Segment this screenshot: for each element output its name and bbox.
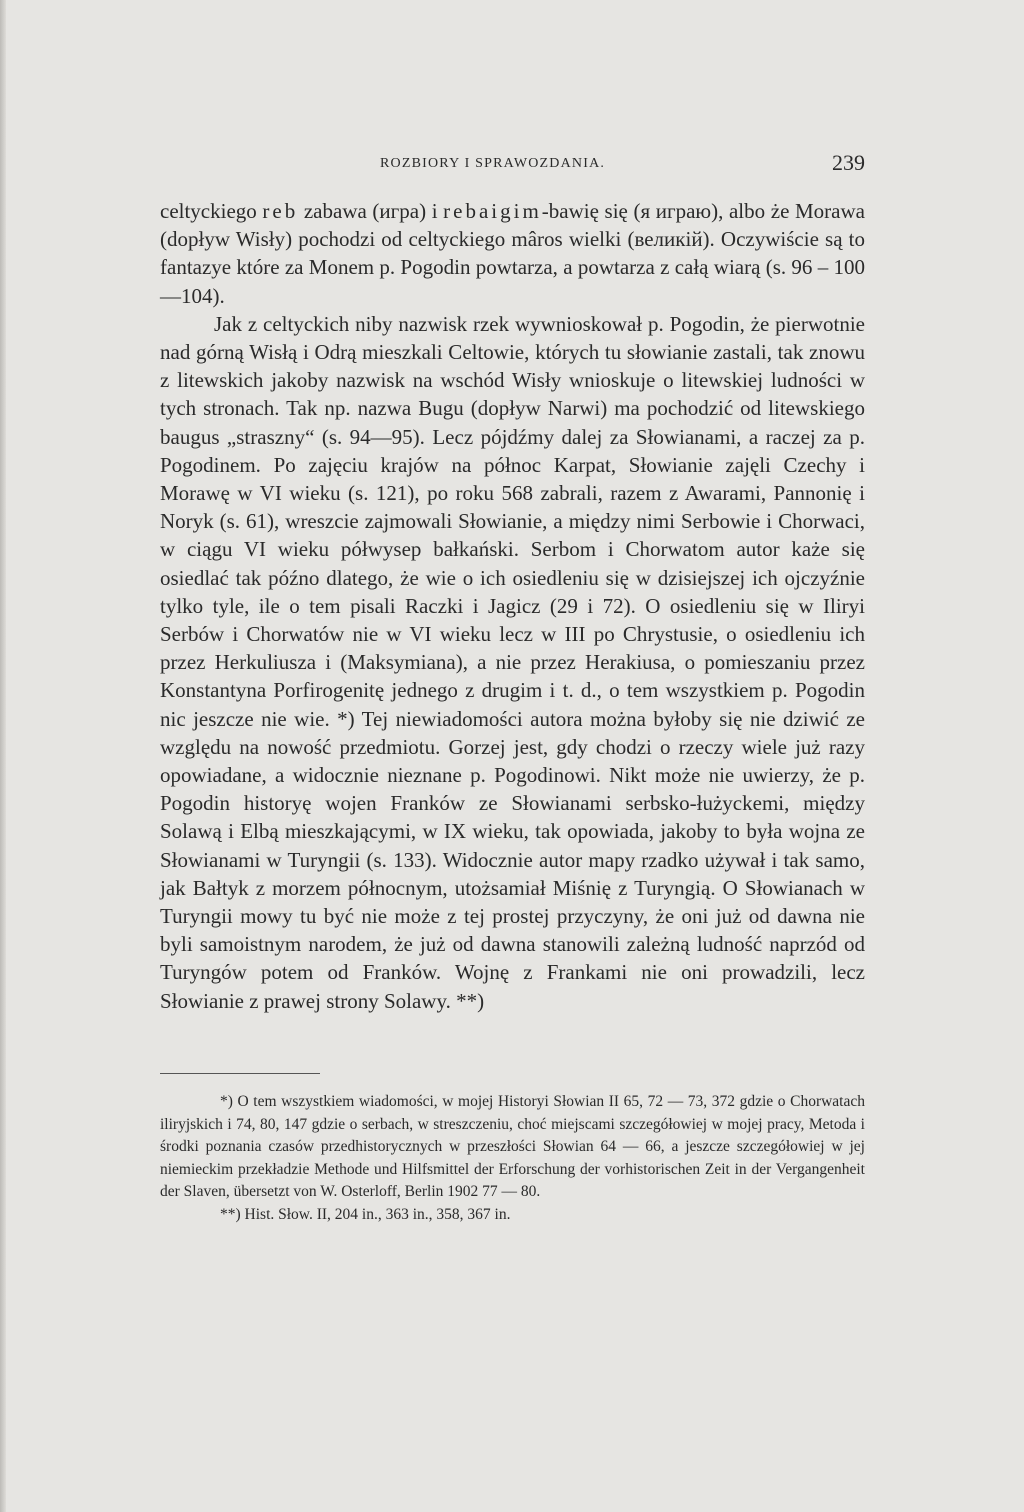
page-edge [0,0,6,1512]
paragraph-1-text-pre: celtyckiego [160,199,263,223]
footnote-2: **) Hist. Słow. II, 204 in., 363 in., 358, 367 in. [220,1205,511,1223]
footnotes [160,1091,865,1226]
paragraph-1-text-post: -bawię się (я играю), albo że Morawa (dopływ Wisły) pochodzi od celtyckiego mâros wielki (великiй). Oczywiście są to fantazye które za Monem p. Pogodin powtarza, a powtarza z całą wiarą (s. 96 – 100—104). [160,199,865,308]
running-title: ROZBIORY I SPRAWOZDANIA. [380,156,606,171]
paragraph-2: Jak z celtyckich niby nazwisk rzek wywnioskował p. Pogodin, że pierwotnie nad górną Wisłą i Odrą mieszkali Celtowie, których tu słowianie zastali, tak znowu z litewskich jakoby nazwisk na wschód Wisły wnioskuje o litewskiej ludności w tych stronach. Tak np. nazwa Bugu (dopływ Narwi) ma pochodzić od litewskiego baugus „straszny“ (s. 94—95). Lecz pójdźmy dalej za Słowianami, a raczej za p. Pogodinem. Po zajęciu krajów na północ Karpat, Słowianie zajęli Czechy i Morawę w VI wieku (s. 121), po roku 568 zabrali, razem z Awarami, Pannonię i Noryk (s. 61), wreszcie zajmowali Słowianie, a między nimi Serbowie i Chorwaci, w ciągu VI wieku półwysep bałkański. Serbom i Chorwatom autor każe się osiedlać tak późno dlatego, że wie o ich osiedleniu się w dzisiejszej ich ojczyźnie tylko tyle, ile o tem pisali Raczki i Jagicz (29 i 72). O osiedleniu się w Iliryi Serbów i Chorwatów nie w VI wieku lecz w III po Chrystusie, o osiedleniu ich przez Herkuliusza i (Maksymiana), a nie przez Herakiusa, o pomieszaniu przez Konstantyna Porfirogenitę jednego z drugim i t. d., o tem wszystkiem p. Pogodin nic jeszcze nie wie. *) Tej niewiadomości autora można byłoby się nie dziwić ze względu na nowość przedmiotu. Gorzej jest, gdy chodzi o rzeczy wiele już razy opowiadane, a widocznie nieznane p. Pogodinowi. Nikt może nie uwierzy, że p. Pogodin historyę wojen Franków ze Słowianami serbsko-łużyckemi, między Solawą i Elbą mieszkającymi, w IX wieku, tak opowiada, jakoby to była wojna ze Słowianami w Turyngii (s. 133). Widocznie autor mapy rzadko używał i tak samo, jak Bałtyk z morzem północnym, utożsamiał Miśnię z Turyngią. O Słowianach w Turyngii mowy tu być nie może z tej prostej przyczyny, że oni już od dawna nie byli samoistnym narodem, że już od dawna stanowili zależną ludność naprzód od Turyngów potem od Franków. Wojnę z Frankami nie oni prowadzili, lecz Słowianie z prawej strony Solawy. **) [160,311,865,1013]
spaced-word-reb: reb [262,199,299,223]
footnote-1: *) O tem wszystkiem wiadomości, w mojej Historyi Słowian II 65, 72 — 73, 372 gdzie o Chorwatach iliryjskich i 74, 80, 147 gdzie o serbach, w streszczeniu, choć miejscami szczegółowiej w mojej pracy, Metoda i środki poznania czasów przedhistorycznych w przeszłości Słowian 64 — 66, a jeszcze szczegółowiej w jej niemieckim przekładzie Methode und Hilfsmittel der Erforschung der vorhistorischen Zeit in der Vergangenheit der Slaven, übersetzt von W. Osterloff, Berlin 1902 77 — 80. [160,1093,865,1200]
paragraph-1 [160,197,865,310]
footnote-divider [160,1073,320,1074]
page-number: 239 [832,150,865,175]
spaced-word-rebaigim: rebaigim [443,199,542,223]
paragraph-1-text-mid: zabawa (игра) i [298,199,444,223]
page-header [160,150,865,180]
main-text [160,197,865,1015]
